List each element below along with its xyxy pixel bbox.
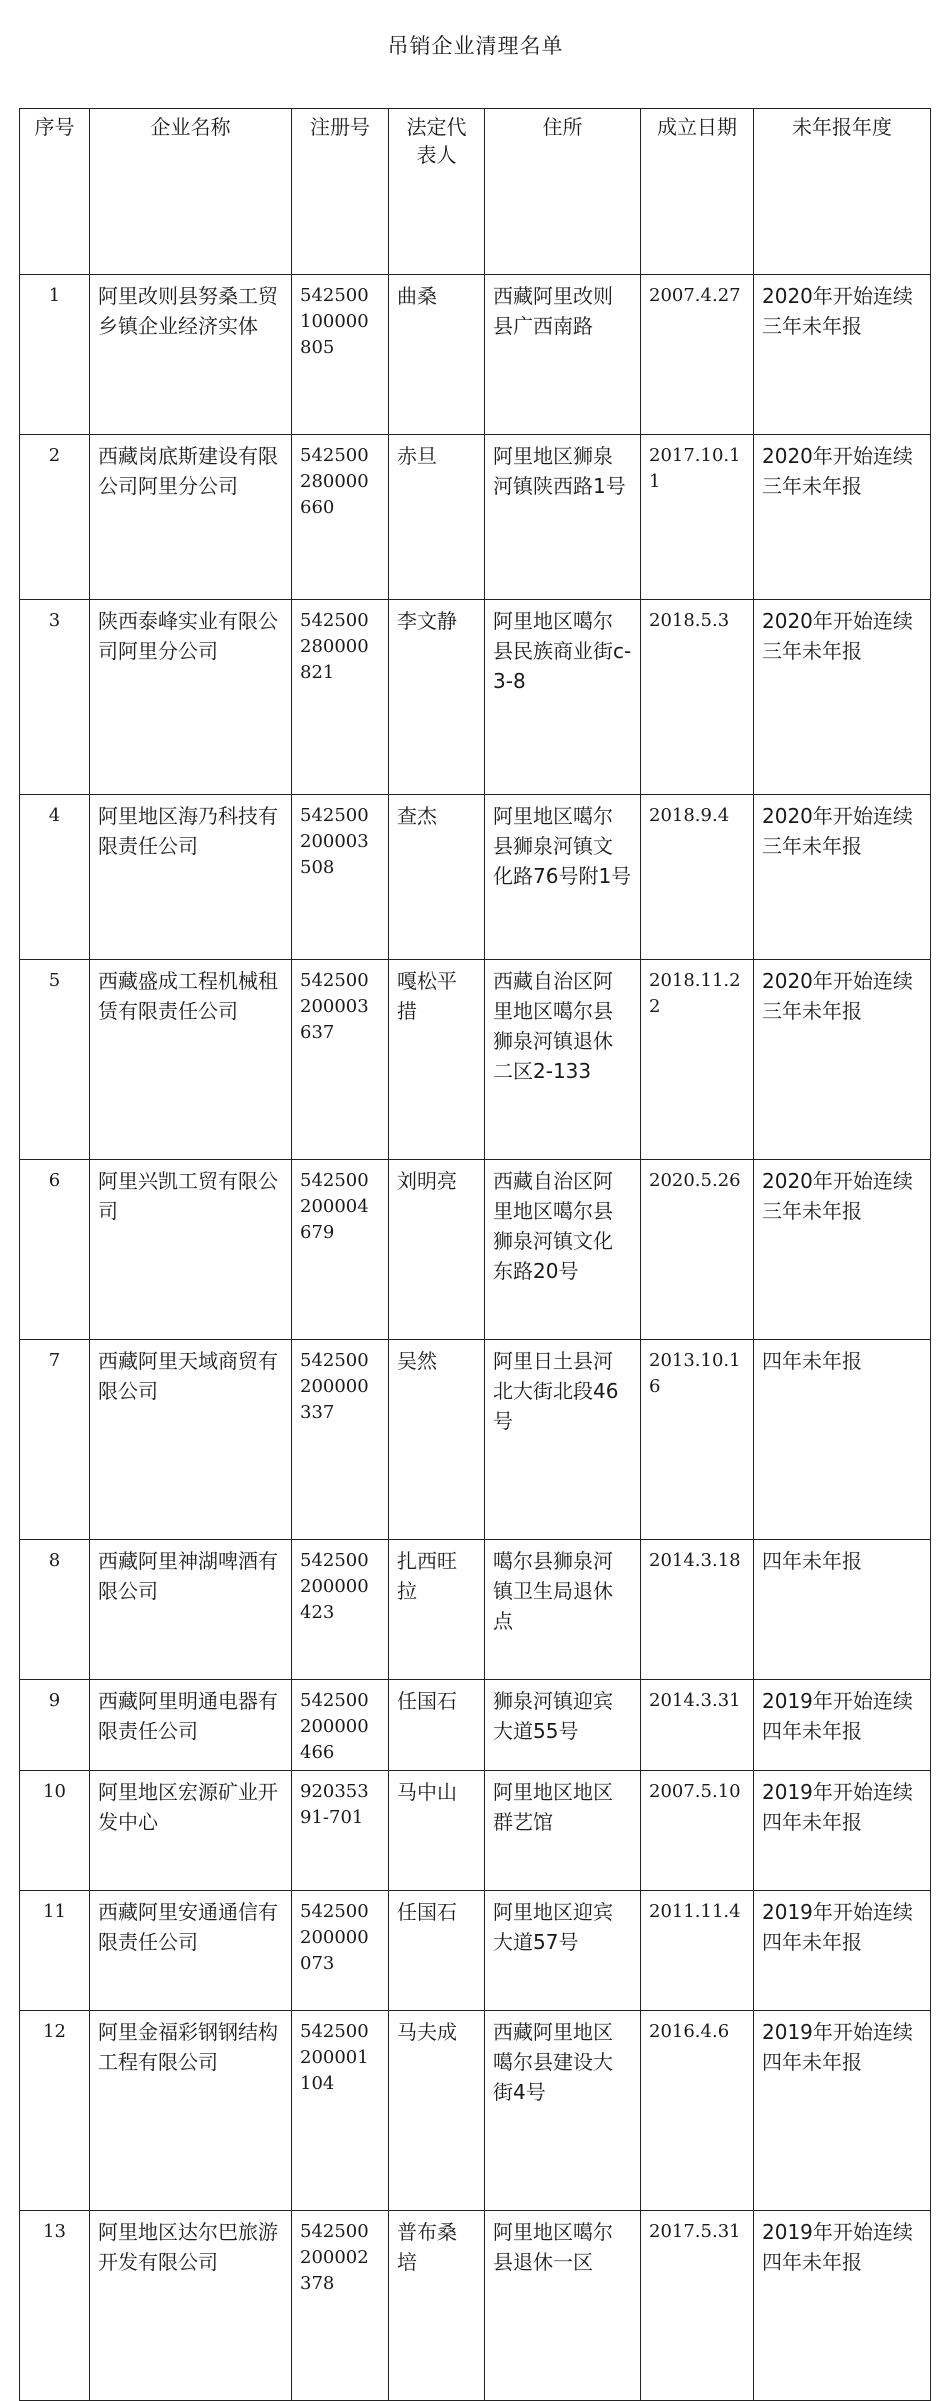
address: 狮泉河镇迎宾大道55号: [485, 1680, 641, 1771]
address: 西藏自治区阿里地区噶尔县狮泉河镇文化东路20号: [485, 1160, 641, 1340]
registration-number: 542500200000466: [292, 1680, 389, 1771]
table-row: [20, 960, 931, 1160]
unreported-years: 2020年开始连续三年未年报: [754, 600, 931, 795]
enterprise-name: 阿里地区宏源矿业开发中心: [90, 1771, 292, 1891]
enterprise-name: 西藏盛成工程机械租赁有限责任公司: [90, 960, 292, 1160]
established-date: 2014.3.18: [641, 1540, 754, 1680]
legal-representative: 刘明亮: [389, 1160, 485, 1340]
established-date: 2017.5.31: [641, 2211, 754, 2401]
page-title: 吊销企业清理名单: [387, 34, 564, 58]
legal-representative: 任国石: [389, 1680, 485, 1771]
row-index: 6: [20, 1160, 90, 1340]
legal-representative: 曲桑: [389, 275, 485, 435]
unreported-years: 2020年开始连续三年未年报: [754, 1160, 931, 1340]
table-row: [20, 1340, 931, 1540]
enterprise-name: 阿里改则县努桑工贸乡镇企业经济实体: [90, 275, 292, 435]
enterprise-name: 阿里兴凯工贸有限公司: [90, 1160, 292, 1340]
established-date: 2007.5.10: [641, 1771, 754, 1891]
legal-representative: 查杰: [389, 795, 485, 960]
unreported-years: 2019年开始连续四年未年报: [754, 2211, 931, 2401]
table-row: [20, 1540, 931, 1680]
address: 阿里地区噶尔县民族商业街c-3-8: [485, 600, 641, 795]
legal-representative: 赤旦: [389, 435, 485, 600]
table-row: [20, 1680, 931, 1771]
unreported-years: 2019年开始连续四年未年报: [754, 1680, 931, 1771]
table-row: [20, 795, 931, 960]
unreported-years: 2019年开始连续四年未年报: [754, 1771, 931, 1891]
unreported-years: 2020年开始连续三年未年报: [754, 960, 931, 1160]
unreported-years: 2020年开始连续三年未年报: [754, 435, 931, 600]
registration-number: 542500280000660: [292, 435, 389, 600]
legal-representative: 李文静: [389, 600, 485, 795]
header-name: 企业名称: [90, 109, 292, 275]
row-index: 13: [20, 2211, 90, 2401]
address: 阿里地区噶尔县狮泉河镇文化路76号附1号: [485, 795, 641, 960]
established-date: 2011.11.4: [641, 1891, 754, 2011]
registration-number: 542500200000073: [292, 1891, 389, 2011]
unreported-years: 四年未年报: [754, 1340, 931, 1540]
row-index: 11: [20, 1891, 90, 2011]
header-reg-no: 注册号: [292, 109, 389, 275]
established-date: 2018.11.22: [641, 960, 754, 1160]
unreported-years: 四年未年报: [754, 1540, 931, 1680]
address: 西藏阿里地区噶尔县建设大街4号: [485, 2011, 641, 2211]
address: 阿里地区地区群艺馆: [485, 1771, 641, 1891]
row-index: 10: [20, 1771, 90, 1891]
address: 阿里地区噶尔县退休一区: [485, 2211, 641, 2401]
header-index: 序号: [20, 109, 90, 275]
registration-number: 542500200000423: [292, 1540, 389, 1680]
legal-representative: 吴然: [389, 1340, 485, 1540]
table-header: [20, 109, 931, 275]
legal-representative: 普布桑培: [389, 2211, 485, 2401]
enterprise-name: 阿里地区海乃科技有限责任公司: [90, 795, 292, 960]
table-row: [20, 1160, 931, 1340]
unreported-years: 2019年开始连续四年未年报: [754, 1891, 931, 2011]
unreported-years: 2019年开始连续四年未年报: [754, 2011, 931, 2211]
header-legal-rep: 法定代表人: [389, 109, 485, 275]
address: 阿里地区迎宾大道57号: [485, 1891, 641, 2011]
table-body: [20, 275, 931, 2401]
registration-number: 542500200002378: [292, 2211, 389, 2401]
table-row: [20, 1771, 931, 1891]
legal-representative: 马中山: [389, 1771, 485, 1891]
registration-number: 542500100000805: [292, 275, 389, 435]
established-date: 2014.3.31: [641, 1680, 754, 1771]
row-index: 1: [20, 275, 90, 435]
enterprise-name: 西藏岗底斯建设有限公司阿里分公司: [90, 435, 292, 600]
established-date: 2013.10.16: [641, 1340, 754, 1540]
row-index: 7: [20, 1340, 90, 1540]
established-date: 2020.5.26: [641, 1160, 754, 1340]
established-date: 2016.4.6: [641, 2011, 754, 2211]
established-date: 2018.9.4: [641, 795, 754, 960]
enterprise-name: 西藏阿里安通通信有限责任公司: [90, 1891, 292, 2011]
row-index: 3: [20, 600, 90, 795]
registration-number: 542500200003508: [292, 795, 389, 960]
row-index: 2: [20, 435, 90, 600]
table-row: [20, 1891, 931, 2011]
address: 西藏自治区阿里地区噶尔县狮泉河镇退休二区2-133: [485, 960, 641, 1160]
header-unreported: 未年报年度: [754, 109, 931, 275]
enterprise-name: 阿里金福彩钢钢结构工程有限公司: [90, 2011, 292, 2211]
established-date: 2017.10.11: [641, 435, 754, 600]
header-est-date: 成立日期: [641, 109, 754, 275]
table-row: [20, 275, 931, 435]
registration-number: 542500200004679: [292, 1160, 389, 1340]
established-date: 2018.5.3: [641, 600, 754, 795]
registration-number: 542500200003637: [292, 960, 389, 1160]
table-row: [20, 2211, 931, 2401]
revoked-enterprise-table: [19, 108, 931, 2401]
registration-number: 542500280000821: [292, 600, 389, 795]
table-row: [20, 600, 931, 795]
address: 阿里日土县河北大街北段46号: [485, 1340, 641, 1540]
established-date: 2007.4.27: [641, 275, 754, 435]
row-index: 5: [20, 960, 90, 1160]
legal-representative: 嘎松平措: [389, 960, 485, 1160]
unreported-years: 2020年开始连续三年未年报: [754, 275, 931, 435]
address: 阿里地区狮泉河镇陕西路1号: [485, 435, 641, 600]
enterprise-name: 西藏阿里天域商贸有限公司: [90, 1340, 292, 1540]
unreported-years: 2020年开始连续三年未年报: [754, 795, 931, 960]
table-row: [20, 2011, 931, 2211]
legal-representative: 马夫成: [389, 2011, 485, 2211]
enterprise-name: 阿里地区达尔巴旅游开发有限公司: [90, 2211, 292, 2401]
row-index: 9: [20, 1680, 90, 1771]
registration-number: 542500200001104: [292, 2011, 389, 2211]
table-row: [20, 435, 931, 600]
header-address: 住所: [485, 109, 641, 275]
legal-representative: 任国石: [389, 1891, 485, 2011]
registration-number: 92035391-701: [292, 1771, 389, 1891]
row-index: 8: [20, 1540, 90, 1680]
registration-number: 542500200000337: [292, 1340, 389, 1540]
row-index: 4: [20, 795, 90, 960]
address: 噶尔县狮泉河镇卫生局退休点: [485, 1540, 641, 1680]
address: 西藏阿里改则县广西南路: [485, 275, 641, 435]
enterprise-name: 西藏阿里明通电器有限责任公司: [90, 1680, 292, 1771]
enterprise-name: 陕西泰峰实业有限公司阿里分公司: [90, 600, 292, 795]
legal-representative: 扎西旺拉: [389, 1540, 485, 1680]
row-index: 12: [20, 2011, 90, 2211]
enterprise-name: 西藏阿里神湖啤酒有限公司: [90, 1540, 292, 1680]
